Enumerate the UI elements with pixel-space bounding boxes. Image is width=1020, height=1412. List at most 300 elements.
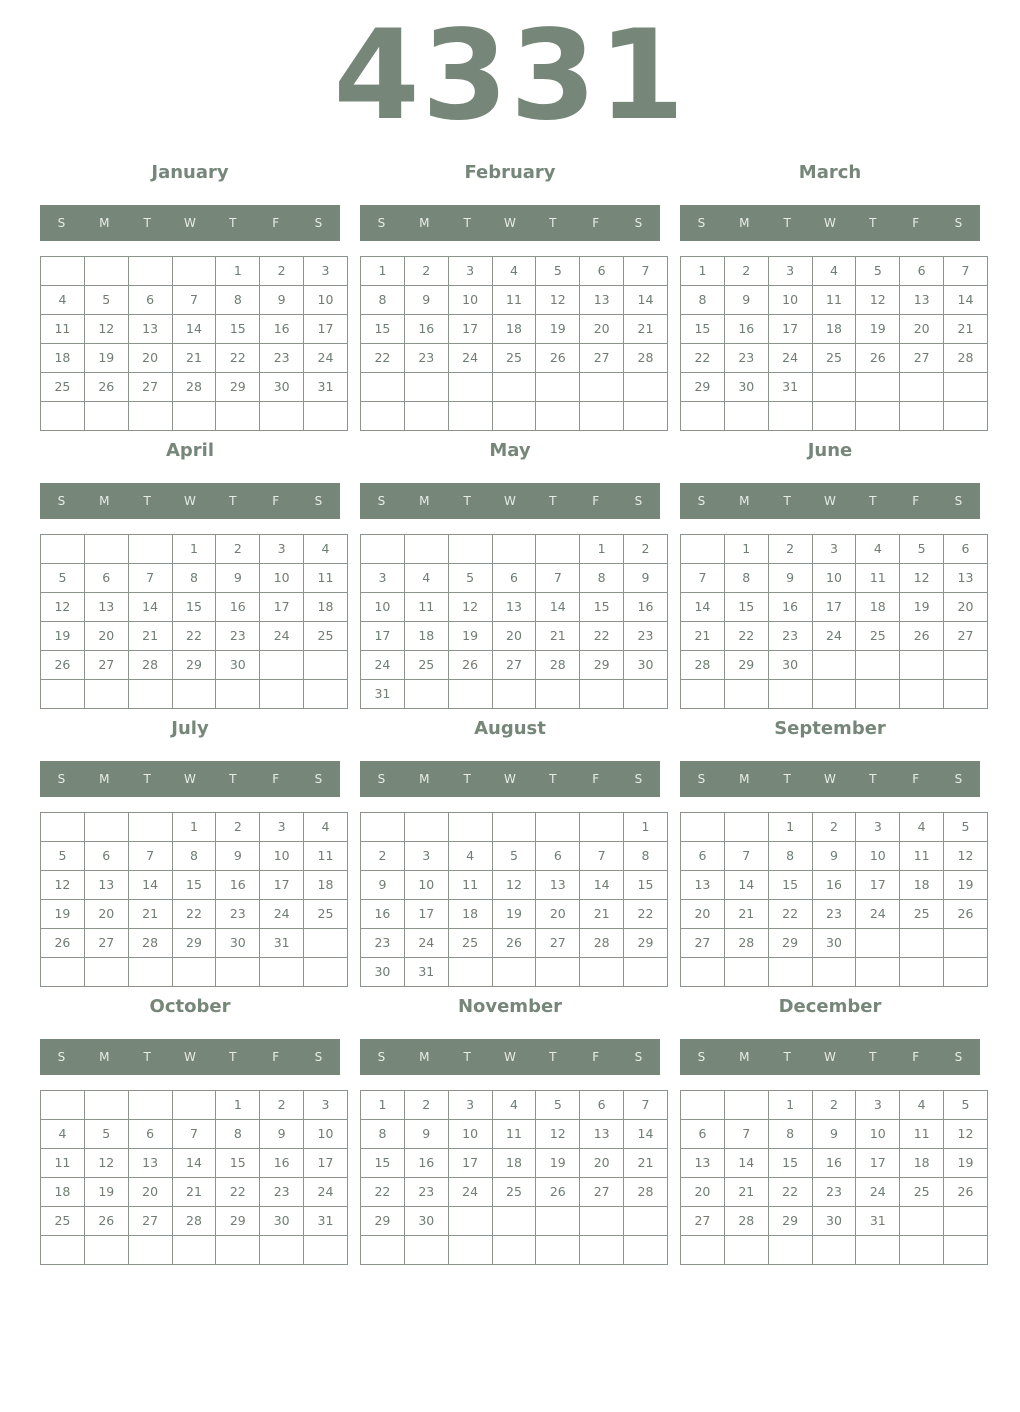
day-cell: 22 [768,900,812,929]
day-cell: 18 [812,315,856,344]
week-row [41,1091,348,1120]
week-row [41,1178,348,1207]
week-row [361,1091,668,1120]
day-cell: 28 [128,929,172,958]
day-cell [812,958,856,987]
day-cell [768,402,812,431]
day-cell: 3 [304,1091,348,1120]
day-cell: 20 [492,622,536,651]
day-cell: 21 [624,1149,668,1178]
day-cell [448,1236,492,1265]
day-cell: 25 [900,1178,944,1207]
weekday-label: M [739,772,750,786]
day-cell: 16 [768,593,812,622]
day-cell: 3 [260,813,304,842]
day-cell [41,958,85,987]
day-cell [172,402,216,431]
day-cell [448,813,492,842]
day-cell: 6 [580,1091,624,1120]
day-cell: 5 [41,842,85,871]
day-cell: 13 [84,871,128,900]
day-cell: 7 [536,564,580,593]
weekday-label: T [229,216,237,230]
day-cell: 1 [768,813,812,842]
day-cell [492,958,536,987]
day-cell: 10 [856,1120,900,1149]
week-row [361,622,668,651]
day-cell: 4 [304,813,348,842]
weekday-label: M [419,772,430,786]
day-cell: 30 [216,929,260,958]
weekday-label: S [634,1050,643,1064]
day-cell [580,958,624,987]
day-cell [944,402,988,431]
week-row [41,344,348,373]
day-cell: 24 [768,344,812,373]
weekday-header [680,1039,980,1075]
weekday-label: F [912,216,920,230]
week-row [361,900,668,929]
day-cell: 12 [944,842,988,871]
day-cell: 8 [216,1120,260,1149]
day-cell: 27 [900,344,944,373]
weekday-label: F [592,1050,600,1064]
weekday-label: S [57,216,66,230]
day-cell: 8 [172,564,216,593]
weekday-label: T [143,1050,151,1064]
weekday-label: F [592,772,600,786]
day-cell [812,402,856,431]
day-cell: 13 [580,1120,624,1149]
day-cell: 26 [900,622,944,651]
day-cell: 5 [536,1091,580,1120]
day-cell: 23 [624,622,668,651]
day-cell: 7 [624,1091,668,1120]
day-cell: 1 [216,257,260,286]
day-cell: 10 [768,286,812,315]
day-cell: 9 [260,1120,304,1149]
week-row [361,842,668,871]
day-cell [448,958,492,987]
day-cell: 19 [84,1178,128,1207]
day-cell [128,257,172,286]
month-name: September [774,718,886,739]
day-cell: 8 [361,286,405,315]
day-cell: 21 [944,315,988,344]
weekday-label: S [314,216,323,230]
day-cell: 15 [768,871,812,900]
day-cell: 19 [536,1149,580,1178]
day-cell [361,373,405,402]
day-cell: 29 [768,929,812,958]
weekday-label: W [504,494,516,508]
day-cell [448,402,492,431]
day-cell: 22 [172,622,216,651]
week-row [361,1120,668,1149]
day-cell: 21 [681,622,725,651]
day-cell [900,1207,944,1236]
day-cell: 20 [681,900,725,929]
day-cell: 27 [681,1207,725,1236]
weekday-label: T [463,772,471,786]
weekday-label: M [739,216,750,230]
weekday-label: W [824,216,836,230]
day-cell: 10 [856,842,900,871]
day-cell [624,373,668,402]
weekday-label: T [143,772,151,786]
week-row [681,402,988,431]
day-cell: 22 [361,1178,405,1207]
day-cell: 2 [216,813,260,842]
day-cell: 30 [812,1207,856,1236]
day-cell: 22 [216,344,260,373]
day-cell: 30 [361,958,405,987]
day-cell [536,373,580,402]
day-cell [260,680,304,709]
day-cell: 21 [128,622,172,651]
day-cell: 5 [84,1120,128,1149]
day-cell: 18 [448,900,492,929]
weekday-label: M [739,494,750,508]
day-cell: 4 [304,535,348,564]
day-cell: 26 [536,344,580,373]
day-cell: 30 [768,651,812,680]
weekday-label: W [504,1050,516,1064]
day-cell [812,1236,856,1265]
day-cell [768,1236,812,1265]
day-cell: 12 [448,593,492,622]
day-cell: 24 [304,344,348,373]
weekday-label: F [272,1050,280,1064]
week-row [681,1236,988,1265]
weekday-label: T [463,216,471,230]
day-cell: 15 [361,315,405,344]
week-row [41,958,348,987]
day-cell [448,680,492,709]
week-row [361,402,668,431]
day-cell: 13 [681,1149,725,1178]
day-cell [84,257,128,286]
week-row [361,1149,668,1178]
day-cell: 29 [580,651,624,680]
day-cell: 10 [448,1120,492,1149]
month-january [40,158,340,428]
day-cell: 3 [304,257,348,286]
day-cell [84,958,128,987]
weekday-label: S [377,216,386,230]
day-cell: 7 [580,842,624,871]
day-cell [128,1091,172,1120]
day-cell [944,651,988,680]
day-cell: 8 [624,842,668,871]
day-cell: 17 [260,871,304,900]
week-row [41,564,348,593]
day-cell: 11 [304,842,348,871]
day-cell [724,1091,768,1120]
day-cell: 28 [624,344,668,373]
month-july [40,714,340,984]
month-name: August [474,718,546,739]
day-cell: 7 [172,286,216,315]
day-cell: 25 [856,622,900,651]
day-cell [536,1207,580,1236]
day-cell: 23 [812,900,856,929]
day-cell: 21 [724,1178,768,1207]
day-cell: 20 [580,1149,624,1178]
day-cell: 14 [944,286,988,315]
day-cell: 30 [260,373,304,402]
day-cell: 5 [944,813,988,842]
day-cell: 4 [900,1091,944,1120]
day-cell [856,373,900,402]
day-cell: 29 [624,929,668,958]
day-cell [128,402,172,431]
day-cell: 16 [260,1149,304,1178]
day-cell: 27 [536,929,580,958]
week-row [361,1207,668,1236]
day-cell: 8 [172,842,216,871]
day-cell: 1 [361,257,405,286]
week-row [361,813,668,842]
week-row [361,958,668,987]
weekday-header [680,761,980,797]
month-february [360,158,660,428]
day-cell: 18 [304,593,348,622]
week-row [681,1149,988,1178]
day-cell: 2 [768,535,812,564]
day-cell [172,1091,216,1120]
day-cell [536,1236,580,1265]
day-cell: 20 [944,593,988,622]
day-cell: 1 [580,535,624,564]
day-cell: 10 [304,286,348,315]
day-cell [172,680,216,709]
month-name: May [489,440,531,461]
weekday-label: T [229,772,237,786]
weekday-label: T [783,772,791,786]
day-cell: 31 [304,373,348,402]
day-cell: 29 [172,929,216,958]
day-cell: 26 [944,1178,988,1207]
day-cell [128,680,172,709]
day-cell: 23 [404,344,448,373]
month-name: March [798,162,862,183]
day-cell [492,1236,536,1265]
day-cell: 6 [580,257,624,286]
day-cell: 1 [724,535,768,564]
day-cell: 28 [536,651,580,680]
day-cell [724,1236,768,1265]
weekday-label: S [697,1050,706,1064]
day-cell [536,680,580,709]
day-cell [128,958,172,987]
day-cell [304,958,348,987]
day-cell: 11 [448,871,492,900]
day-cell: 19 [448,622,492,651]
day-cell [304,402,348,431]
day-cell: 20 [128,344,172,373]
week-row [681,344,988,373]
day-cell: 18 [856,593,900,622]
weekday-label: W [824,772,836,786]
weekday-label: M [99,1050,110,1064]
day-cell: 13 [492,593,536,622]
day-cell: 22 [724,622,768,651]
day-cell [681,402,725,431]
day-cell [41,535,85,564]
weekday-label: S [954,772,963,786]
week-row [361,373,668,402]
day-cell: 26 [944,900,988,929]
day-cell [681,535,725,564]
day-cell: 30 [260,1207,304,1236]
day-cell: 5 [492,842,536,871]
day-cell [624,1236,668,1265]
day-cell: 29 [172,651,216,680]
day-cell: 30 [404,1207,448,1236]
day-cell: 13 [536,871,580,900]
day-cell: 15 [216,1149,260,1178]
day-grid [680,256,988,431]
weekday-label: T [783,1050,791,1064]
week-row [681,1120,988,1149]
day-cell: 4 [404,564,448,593]
day-cell: 14 [681,593,725,622]
day-cell: 4 [41,1120,85,1149]
day-cell: 2 [260,257,304,286]
day-cell: 13 [681,871,725,900]
week-row [41,842,348,871]
day-cell: 18 [41,1178,85,1207]
day-cell: 9 [812,842,856,871]
day-cell: 10 [361,593,405,622]
day-cell: 2 [404,1091,448,1120]
day-cell: 3 [856,1091,900,1120]
day-cell [84,680,128,709]
weekday-label: F [912,772,920,786]
day-cell: 5 [856,257,900,286]
week-row [681,373,988,402]
day-cell: 27 [580,1178,624,1207]
day-cell: 24 [361,651,405,680]
weekday-label: W [184,494,196,508]
day-cell: 18 [900,1149,944,1178]
week-row [361,286,668,315]
week-row [41,286,348,315]
day-cell: 28 [128,651,172,680]
week-row [681,900,988,929]
day-cell: 21 [536,622,580,651]
day-cell: 7 [128,842,172,871]
day-cell: 8 [768,842,812,871]
day-cell: 3 [812,535,856,564]
day-grid [40,812,348,987]
day-cell: 18 [41,344,85,373]
day-cell: 11 [856,564,900,593]
day-cell [361,535,405,564]
day-cell: 7 [724,1120,768,1149]
day-cell: 11 [41,1149,85,1178]
day-cell: 27 [580,344,624,373]
day-cell: 23 [216,622,260,651]
week-row [681,593,988,622]
weekday-label: T [869,494,877,508]
day-cell: 28 [172,373,216,402]
day-cell: 12 [536,1120,580,1149]
day-grid [360,812,668,987]
day-cell [172,1236,216,1265]
day-cell: 15 [681,315,725,344]
day-cell: 14 [128,871,172,900]
day-cell [404,680,448,709]
day-cell: 2 [260,1091,304,1120]
week-row [41,929,348,958]
month-name: November [457,996,563,1017]
day-cell: 2 [361,842,405,871]
day-cell [536,813,580,842]
weekday-label: S [634,216,643,230]
weekday-label: S [314,1050,323,1064]
week-row [681,958,988,987]
week-row [41,1120,348,1149]
day-cell: 18 [492,315,536,344]
day-cell [681,813,725,842]
weekday-label: T [549,216,557,230]
day-cell: 3 [768,257,812,286]
day-cell [856,402,900,431]
day-cell: 24 [448,1178,492,1207]
day-cell: 17 [404,900,448,929]
day-cell [128,1236,172,1265]
day-cell: 3 [448,257,492,286]
day-cell: 17 [361,622,405,651]
day-cell [624,958,668,987]
day-cell [536,535,580,564]
day-cell [260,651,304,680]
week-row [361,564,668,593]
month-name: June [807,440,853,461]
day-cell: 29 [216,1207,260,1236]
week-row [41,813,348,842]
day-cell: 23 [724,344,768,373]
week-row [41,871,348,900]
day-cell: 15 [172,593,216,622]
day-cell: 4 [900,813,944,842]
month-june [680,436,980,706]
day-cell [216,958,260,987]
day-cell: 24 [404,929,448,958]
day-cell [536,402,580,431]
day-cell: 21 [128,900,172,929]
day-cell: 6 [128,1120,172,1149]
day-cell: 30 [216,651,260,680]
day-cell [724,680,768,709]
day-cell: 6 [84,564,128,593]
week-row [681,842,988,871]
day-cell [681,1091,725,1120]
day-cell: 2 [404,257,448,286]
day-cell: 22 [681,344,725,373]
day-cell [944,1236,988,1265]
day-cell: 3 [404,842,448,871]
day-cell [41,1091,85,1120]
day-cell: 30 [624,651,668,680]
day-cell [944,680,988,709]
day-cell: 3 [260,535,304,564]
day-cell: 9 [812,1120,856,1149]
day-cell: 17 [856,871,900,900]
day-cell: 15 [216,315,260,344]
